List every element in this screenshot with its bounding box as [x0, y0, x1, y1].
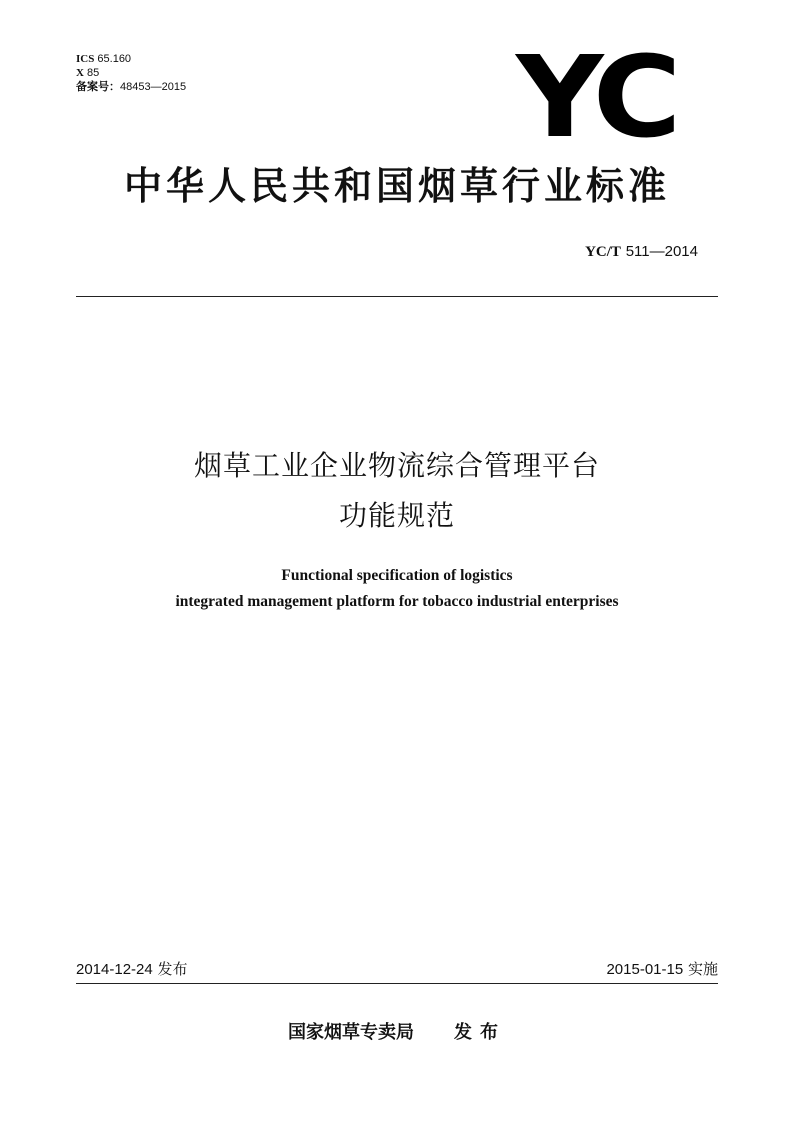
release-word: 发布	[157, 960, 188, 978]
standard-number-value: 511—2014	[625, 243, 698, 260]
release-date-value: 2014-12-24	[76, 961, 153, 978]
record-label: 备案号：	[76, 80, 120, 93]
document-title-zh-line2: 功能规范	[338, 499, 455, 532]
document-title-en-line1: Functional specification of logistics	[281, 567, 513, 584]
implementation-date-value: 2015-01-15	[606, 961, 684, 978]
implementation-word: 实施	[687, 960, 718, 978]
ics-value: 65.160	[97, 53, 132, 65]
record-number	[76, 80, 186, 94]
classification-code	[76, 66, 99, 80]
standard-category-title: 中华人民共和国烟草行业标准	[123, 164, 670, 208]
classification-value: 85	[87, 67, 100, 79]
implementation-date	[606, 958, 718, 981]
header-divider	[76, 296, 718, 297]
standard-number	[585, 241, 698, 262]
issuer-action: 发布	[454, 1022, 506, 1043]
document-title-zh-line1: 烟草工业企业物流综合管理平台	[193, 449, 600, 482]
release-date	[76, 958, 188, 981]
document-title-en-line2: integrated management platform for tobacco industrial enterprises	[175, 593, 619, 610]
classification-label: X	[76, 67, 84, 79]
ics-label: ICS	[76, 53, 95, 65]
issuer-name: 国家烟草专卖局	[288, 1022, 414, 1043]
ics-code	[76, 52, 131, 66]
record-value: 48453—2015	[120, 81, 187, 93]
footer-divider	[76, 983, 718, 984]
standard-number-prefix: YC/T	[585, 244, 621, 260]
yc-logo: YC	[516, 33, 676, 163]
issuing-authority	[76, 1020, 718, 1046]
